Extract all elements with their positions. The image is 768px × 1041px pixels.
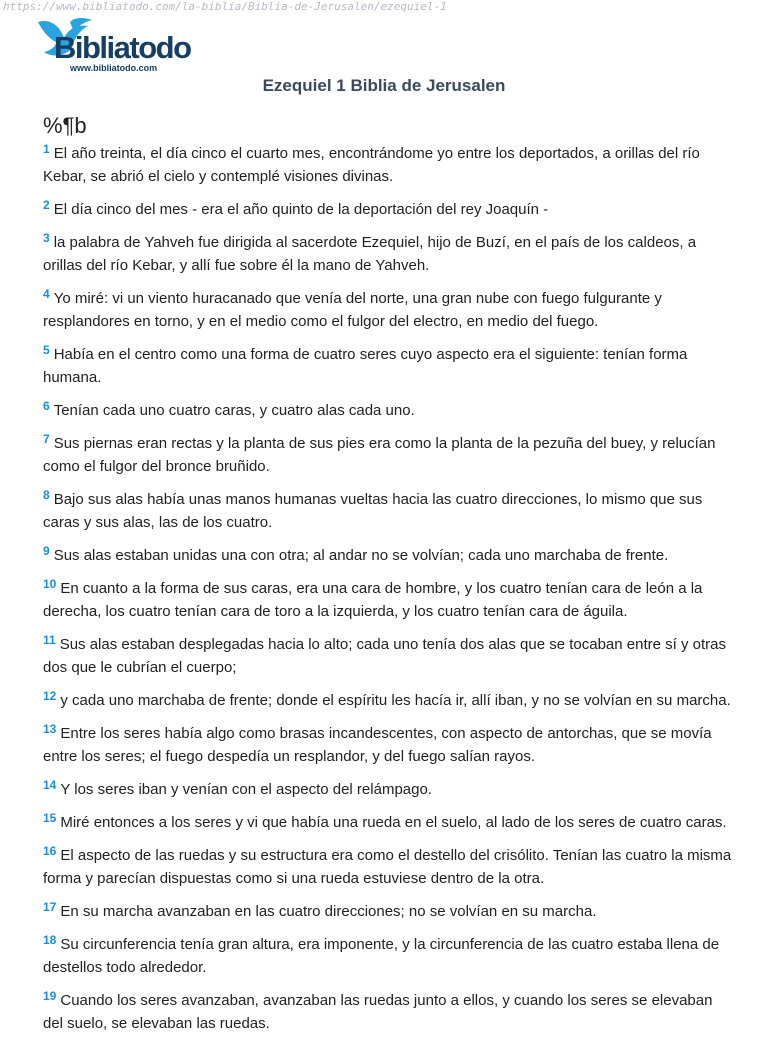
verse-10: [43, 573, 733, 623]
verse-number[interactable]: 3: [43, 231, 50, 245]
verse-number[interactable]: 11: [43, 633, 56, 647]
verse-18: [43, 929, 733, 979]
verse-text: En cuanto a la forma de sus caras, era una cara de hombre, y los cuatro tenían cara de león a la derecha, los cuatro tenían cara de toro a la izquierda, y los cuatro tenían cara de águila.: [43, 580, 703, 620]
verse-text: Bajo sus alas había unas manos humanas vueltas hacia las cuatro direcciones, lo mismo que sus caras y sus alas, las de los cuatro.: [43, 491, 703, 531]
verse-number[interactable]: 13: [43, 722, 57, 736]
verse-number[interactable]: 15: [43, 811, 57, 825]
verse-number[interactable]: 17: [43, 900, 57, 914]
verse-4: [43, 283, 733, 333]
verse-15: [43, 807, 733, 834]
verse-12: [43, 685, 733, 712]
verse-text: la palabra de Yahveh fue dirigida al sacerdote Ezequiel, hijo de Buzí, en el país de los caldeos, a orillas del río Kebar, y allí fue sobre él la mano de Yahveh.: [43, 234, 697, 274]
verse-6: [43, 395, 733, 422]
verse-number[interactable]: 16: [43, 844, 57, 858]
verse-text: Yo miré: vi un viento huracanado que venía del norte, una gran nube con fuego fulgurante y resplandores en torno, y en el medio como el fulgor del electro, en medio del fuego.: [43, 290, 662, 330]
verse-text: El año treinta, el día cinco el cuarto mes, encontrándome yo entre los deportados, a orillas del río Kebar, se abrió el cielo y contemplé visiones divinas.: [43, 145, 700, 185]
verse-number[interactable]: 1: [43, 142, 50, 156]
verse-text: Sus alas estaban desplegadas hacia lo alto; cada uno tenía dos alas que se tocaban entre sí y otras dos que le cubrían el cuerpo;: [43, 636, 726, 676]
verse-number[interactable]: 14: [43, 778, 57, 792]
page-url: https://www.bibliatodo.com/la-biblia/Biblia-de-Jerusalen/ezequiel-1: [3, 0, 447, 13]
verse-list: [43, 138, 733, 1041]
verse-text: En su marcha avanzaban en las cuatro direcciones; no se volvían en su marcha.: [60, 903, 597, 920]
verse-17: [43, 896, 733, 923]
verse-number[interactable]: 9: [43, 544, 50, 558]
verse-text: Sus alas estaban unidas una con otra; al andar no se volvían; cada uno marchaba de frente.: [53, 547, 669, 564]
verse-19: [43, 985, 733, 1035]
verse-14: [43, 774, 733, 801]
verse-number[interactable]: 12: [43, 689, 57, 703]
verse-number[interactable]: 18: [43, 933, 57, 947]
verse-text: Su circunferencia tenía gran altura, era imponente, y la circunferencia de las cuatro estaba llena de destellos todo alrededor.: [43, 936, 720, 976]
verse-text: El día cinco del mes - era el año quinto de la deportación del rey Joaquín -: [53, 201, 549, 218]
logo-url: www.bibliatodo.com: [70, 63, 158, 73]
verse-text: Había en el centro como una forma de cuatro seres cuyo aspecto era el siguiente: tenían forma humana.: [43, 346, 688, 386]
verse-16: [43, 840, 733, 890]
verse-number[interactable]: 10: [43, 577, 57, 591]
verse-number[interactable]: 4: [43, 287, 50, 301]
verse-text: Tenían cada uno cuatro caras, y cuatro alas cada uno.: [53, 402, 415, 419]
verse-number[interactable]: 6: [43, 399, 50, 413]
verse-text: y cada uno marchaba de frente; donde el espíritu les hacía ir, allí iban, y no se volvían en su marcha.: [60, 692, 731, 709]
verse-text: Cuando los seres avanzaban, avanzaban las ruedas junto a ellos, y cuando los seres se elevaban del suelo, se elevaban las ruedas.: [43, 992, 713, 1032]
logo-text: Bibliatodo: [54, 30, 191, 65]
verse-text: El aspecto de las ruedas y su estructura era como el destello del crisólito. Tenían las cuatro la misma forma y parecían dispuestas como si una rueda estuviese dentro de la otra.: [43, 847, 732, 887]
verse-text: Miré entonces a los seres y vi que había una rueda en el suelo, al lado de los seres de cuatro caras.: [60, 814, 727, 831]
verse-8: [43, 484, 733, 534]
page-title: Ezequiel 1 Biblia de Jerusalen: [262, 76, 506, 95]
verse-9: [43, 540, 733, 567]
verse-11: [43, 629, 733, 679]
verse-7: [43, 428, 733, 478]
verse-text: Y los seres iban y venían con el aspecto del relámpago.: [60, 781, 432, 798]
verse-number[interactable]: 8: [43, 488, 50, 502]
verse-number[interactable]: 7: [43, 432, 50, 446]
verse-2: [43, 194, 733, 221]
verse-5: [43, 339, 733, 389]
verse-number[interactable]: 19: [43, 989, 57, 1003]
verse-number[interactable]: 2: [43, 198, 50, 212]
verse-1: [43, 138, 733, 188]
verse-text: Sus piernas eran rectas y la planta de sus pies era como la planta de la pezuña del buey, y relucían como el fulgor del bronce bruñido.: [43, 435, 716, 475]
verse-13: [43, 718, 733, 768]
bibliatodo-logo[interactable]: [36, 16, 196, 76]
verse-text: Entre los seres había algo como brasas incandescentes, con aspecto de antorchas, que se movía entre los seres; el fuego despedía un resplandor, y del fuego salían rayos.: [43, 725, 712, 765]
verse-3: [43, 227, 733, 277]
verse-number[interactable]: 5: [43, 343, 50, 357]
chapter-symbol: %¶b: [43, 113, 87, 138]
